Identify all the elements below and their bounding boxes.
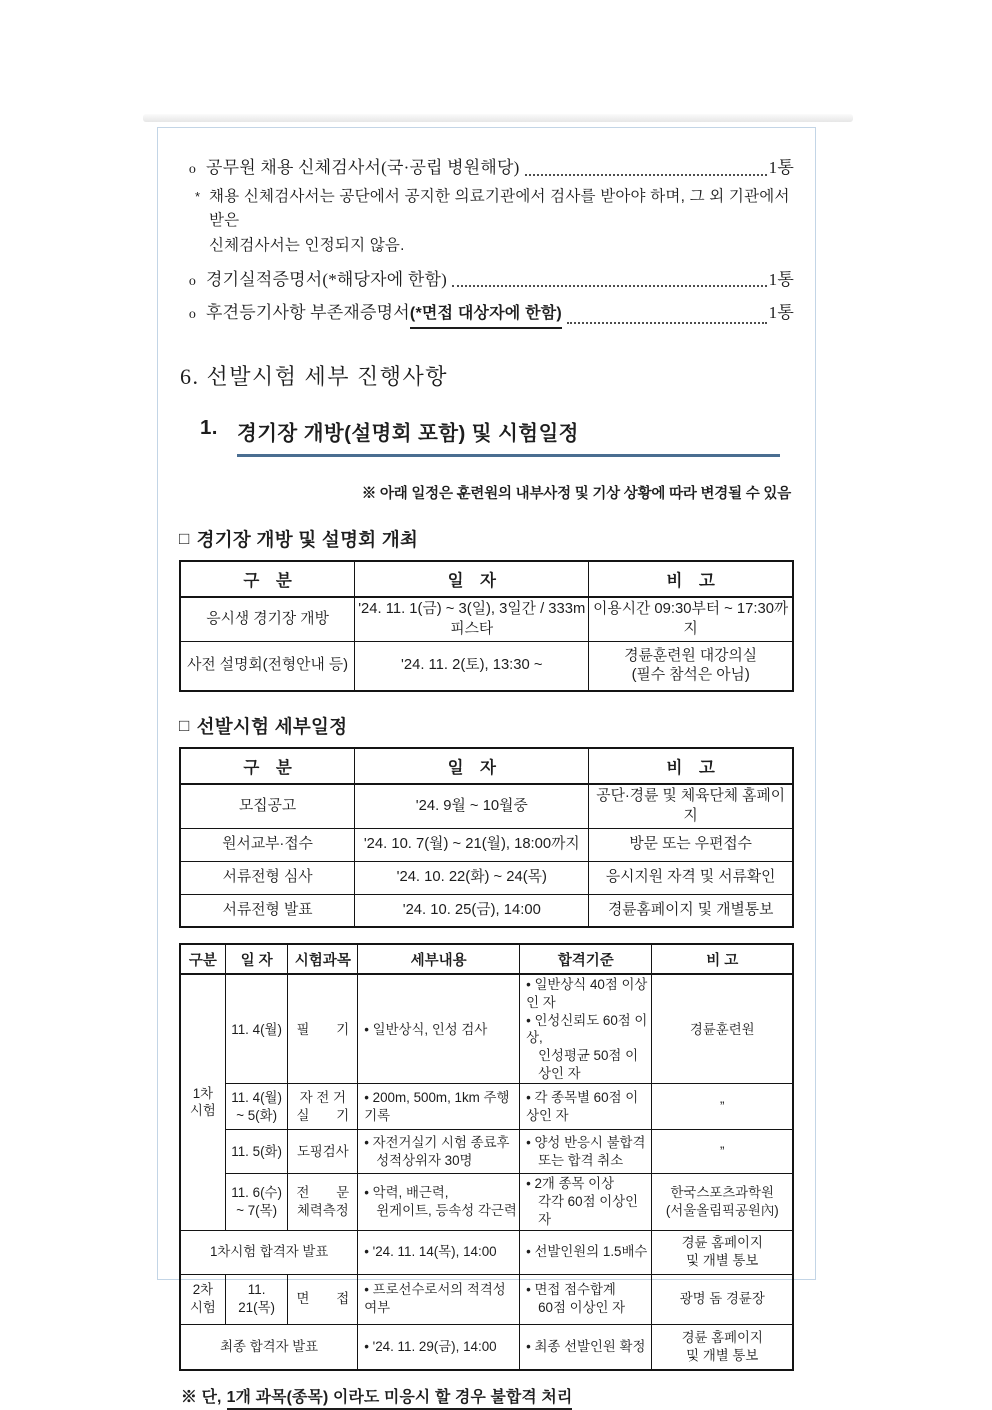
- cell-remark: 공단·경륜 및 체육단체 홈페이지: [589, 784, 793, 828]
- cell-line: 시험: [189, 1103, 216, 1119]
- selection-schedule-table: [179, 747, 794, 928]
- list-item: [179, 300, 794, 329]
- subsection-heading: [200, 416, 780, 457]
- subsection-number: 1.: [200, 416, 218, 440]
- square-bullet-icon: □: [179, 529, 190, 549]
- table-row-cycling-test: [180, 1084, 793, 1130]
- table-row: [180, 597, 793, 641]
- list-item: [179, 155, 794, 181]
- cell-date: '24. 10. 25(금), 14:00: [355, 894, 589, 927]
- disqualification-note: [181, 1384, 794, 1410]
- cell-remark: 응시지원 자격 및 서류확인: [589, 861, 793, 894]
- cell-remark: [652, 1230, 793, 1274]
- dotted-leader: [525, 174, 767, 176]
- table-row-written-test: [180, 974, 793, 1084]
- table-title: [179, 526, 794, 552]
- cell-date: '24. 9월 ~ 10월중: [355, 784, 589, 828]
- table-header-row: [180, 748, 793, 784]
- column-header: 합격기준: [520, 944, 652, 974]
- cell-line: (필수 참석은 아님): [631, 667, 750, 684]
- cell-category: 모집공고: [180, 784, 355, 828]
- cell-line: • 일반상식 40점 이상인 자: [526, 977, 648, 1011]
- cell-date: '24. 10. 7(월) ~ 21(월), 18:00까지: [355, 828, 589, 861]
- table-row-final-result: [180, 1324, 793, 1370]
- cell-criteria: • 선발인원의 1.5배수: [520, 1230, 652, 1274]
- cell-detail: • 200m, 500m, 1km 주행기록: [358, 1084, 520, 1130]
- cell-remark: 광명 돔 경륜장: [652, 1274, 793, 1324]
- column-header: 세부내용: [358, 944, 520, 974]
- cell-line: 11. 4(월): [231, 1090, 282, 1106]
- list-item-note: [195, 185, 794, 259]
- note-prefix: ※ 단,: [181, 1389, 222, 1407]
- column-header: 일 자: [225, 944, 288, 974]
- cell-criteria: • 최종 선발인원 확정: [520, 1324, 652, 1370]
- cell-criteria: [520, 1274, 652, 1324]
- dotted-leader: [567, 322, 767, 324]
- cell-remark: [652, 1324, 793, 1370]
- circle-bullet-icon: o: [188, 273, 197, 289]
- cell-remark: 방문 또는 우편접수: [589, 828, 793, 861]
- cell-remark: 경륜홈페이지 및 개별통보: [589, 894, 793, 927]
- cell-category: 응시생 경기장 개방: [180, 597, 355, 641]
- cell-criteria: [520, 1174, 652, 1230]
- cell-line: 성적상위자 30명: [376, 1152, 473, 1168]
- cell-line: 60점 이상인 자: [538, 1300, 626, 1316]
- cell-line: • 인성신뢰도 60점 이상,: [526, 1012, 648, 1046]
- cell-detail: [358, 1130, 520, 1174]
- cell-line: 시험: [189, 1300, 216, 1316]
- cell-line: • 자전거실기 시험 종료후: [364, 1135, 510, 1151]
- cell-detail: • 프로선수로서의 적격성 여부: [358, 1274, 520, 1324]
- exam-detail-table: [179, 943, 794, 1371]
- column-header: 구분: [180, 944, 225, 974]
- column-header: 비 고: [589, 561, 793, 597]
- list-item: [179, 267, 794, 293]
- cell-line: 실 기: [296, 1107, 350, 1123]
- cell-line: 한국스포츠과학원: [670, 1185, 774, 1201]
- cell-line: 체력측정: [296, 1202, 349, 1218]
- subsection-title: 경기장 개방(설명회 포함) 및 시험일정: [237, 416, 780, 457]
- cell-line: 2차: [192, 1282, 214, 1298]
- cell-line: 자 전 거: [299, 1090, 346, 1106]
- cell-line: 11. 6(수): [231, 1185, 282, 1201]
- cell-line: 인성평균 50점 이상인 자: [538, 1048, 639, 1081]
- cell-subject: 면 접: [288, 1274, 358, 1324]
- list-item-text: 공무원 채용 신체검사서(국·공립 병원해당): [206, 158, 520, 177]
- note-text: [209, 185, 794, 259]
- section-heading: 6. 선발시험 세부 진행사항: [180, 364, 449, 390]
- table-title: [179, 713, 794, 739]
- cell-line: 또는 합격 취소: [538, 1152, 624, 1168]
- note-line: 채용 신체검사서는 공단에서 공지한 의료기관에서 검사를 받아야 하며, 그 외 기관에서 받은: [209, 187, 790, 230]
- cell-line: 및 개별 통보: [686, 1253, 759, 1269]
- cell-line: 경륜 홈페이지: [681, 1235, 763, 1251]
- note-line: 신체검사서는 인정되지 않음.: [209, 237, 405, 255]
- note-underlined-text: 1개 과목(종목) 이라도 미응시 할 경우 불합격 처리: [227, 1384, 573, 1410]
- cell-detail: • 일반상식, 인성 검사: [358, 974, 520, 1084]
- cell-subject: [288, 1174, 358, 1230]
- cell-line: 경륜 홈페이지: [681, 1330, 763, 1346]
- cell-criteria: • 각 종목별 60점 이상인 자: [520, 1084, 652, 1130]
- table-row: [180, 894, 793, 927]
- cell-detail: [358, 1174, 520, 1230]
- cell-line: • 양성 반응시 불합격: [526, 1135, 646, 1151]
- column-header: 일 자: [355, 561, 589, 597]
- required-documents-list: [179, 155, 794, 329]
- cell-line: 윈게이트, 등속성 각근력: [376, 1202, 517, 1218]
- cell-remark: 이용시간 09:30부터 ~ 17:30까지: [589, 597, 793, 641]
- cell-remark: 경륜훈련원: [652, 974, 793, 1084]
- cell-remark: ”: [652, 1084, 793, 1130]
- cell-date: [225, 1084, 288, 1130]
- cell-category: 서류전형 심사: [180, 861, 355, 894]
- cell-date: 11. 4(월): [225, 974, 288, 1084]
- table-row-doping-test: [180, 1130, 793, 1174]
- circle-bullet-icon: o: [188, 307, 197, 323]
- cell-remark: [652, 1174, 793, 1230]
- cell-date: [225, 1174, 288, 1230]
- copy-count: 1통: [768, 303, 794, 323]
- table-header-row: [180, 561, 793, 597]
- cell-criteria: [520, 1130, 652, 1174]
- cell-remark: [589, 641, 793, 691]
- cell-date: 11. 21(목): [225, 1274, 288, 1324]
- column-header: 구 분: [180, 561, 355, 597]
- table-row-first-result: [180, 1230, 793, 1274]
- cell-line: 각각 60점 이상인 자: [538, 1194, 639, 1227]
- table-row: [180, 828, 793, 861]
- copy-count: 1통: [768, 158, 794, 177]
- column-header: 비 고: [652, 944, 793, 974]
- column-header: 구 분: [180, 748, 355, 784]
- open-briefing-table: [179, 560, 794, 692]
- table-header-row: [180, 944, 793, 974]
- cell-subject: 필 기: [288, 974, 358, 1084]
- table-row: [180, 784, 793, 828]
- cell-line: 경륜훈련원 대강의실: [624, 647, 758, 664]
- table-title-text: 선발시험 세부일정: [196, 716, 348, 738]
- list-item-text: 후견등기사항 부존재증명서: [206, 303, 410, 323]
- square-bullet-icon: □: [179, 716, 190, 736]
- list-item-underlined-text: (*면접 대상자에 한함): [410, 302, 562, 329]
- cell-category: 사전 설명회(전형안내 등): [180, 641, 355, 691]
- cell-merged-label: 1차시험 합격자 발표: [180, 1230, 358, 1274]
- table-row-fitness-test: [180, 1174, 793, 1230]
- circle-bullet-icon: o: [188, 162, 197, 177]
- dotted-leader: [452, 285, 767, 287]
- cell-line: • 면접 점수합계: [526, 1282, 616, 1298]
- table-row: [180, 641, 793, 691]
- cell-line: • 2개 종목 이상: [526, 1176, 615, 1192]
- cell-line: • 악력, 배근력,: [364, 1185, 449, 1201]
- cell-stage: [180, 1274, 225, 1324]
- cell-detail: • '24. 11. 29(금), 14:00: [358, 1324, 520, 1370]
- schedule-change-note: ※ 아래 일정은 훈련원의 내부사정 및 기상 상황에 따라 변경될 수 있음: [361, 486, 791, 503]
- cell-subject: 도핑검사: [288, 1130, 358, 1174]
- list-item-text: 경기실적증명서(*해당자에 한함): [206, 269, 447, 289]
- cell-date: '24. 11. 2(토), 13:30 ~: [355, 641, 589, 691]
- cell-criteria: [520, 974, 652, 1084]
- copy-count: 1통: [768, 269, 794, 289]
- cell-remark: ”: [652, 1130, 793, 1174]
- asterisk-marker: *: [195, 188, 201, 204]
- table-row-interview: [180, 1274, 793, 1324]
- cell-line: 및 개별 통보: [686, 1347, 759, 1363]
- cell-detail: • '24. 11. 14(목), 14:00: [358, 1230, 520, 1274]
- column-header: 시험과목: [288, 944, 358, 974]
- cell-merged-label: 최종 합격자 발표: [180, 1324, 358, 1370]
- cell-line: ~ 7(목): [236, 1202, 278, 1218]
- cell-date: '24. 10. 22(화) ~ 24(목): [355, 861, 589, 894]
- cell-date: 11. 5(화): [225, 1130, 288, 1174]
- table-row: [180, 861, 793, 894]
- cell-category: 원서교부·접수: [180, 828, 355, 861]
- cell-line: ~ 5(화): [236, 1107, 278, 1123]
- cell-date: '24. 11. 1(금) ~ 3(일), 3일간 / 333m 피스타: [355, 597, 589, 641]
- cell-category: 서류전형 발표: [180, 894, 355, 927]
- cell-stage: [180, 974, 225, 1230]
- column-header: 비 고: [589, 748, 793, 784]
- document-page: [157, 127, 816, 1407]
- cell-subject: [288, 1084, 358, 1130]
- cell-line: 1차: [192, 1085, 214, 1101]
- page-break-shadow: [143, 114, 853, 122]
- column-header: 일 자: [355, 748, 589, 784]
- table-title-text: 경기장 개방 및 설명회 개최: [196, 529, 419, 551]
- cell-line: 전 문: [296, 1185, 350, 1201]
- cell-line: (서울올림픽공원內): [665, 1202, 779, 1218]
